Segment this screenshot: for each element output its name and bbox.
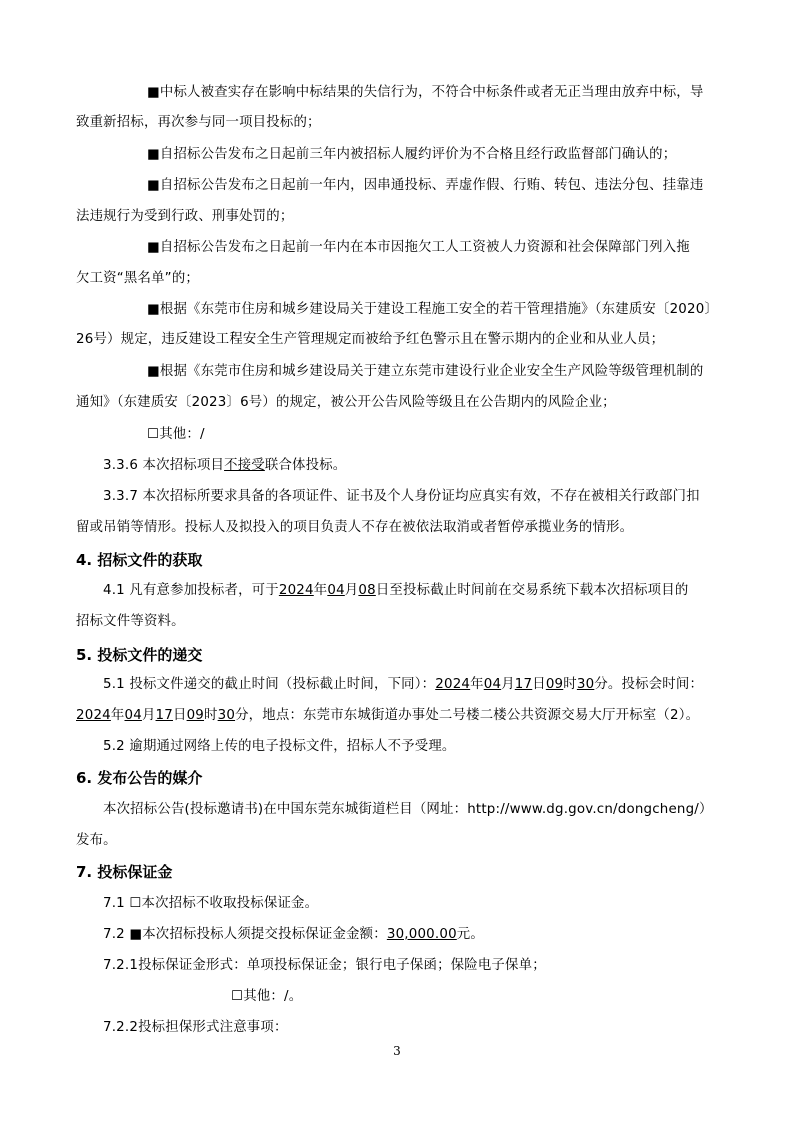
heading-section-7: 7. 投标保证金 — [76, 863, 173, 881]
heading-section-6: 6. 发布公告的媒介 — [76, 769, 203, 787]
deposit-amount: 30,000.00 — [386, 927, 457, 942]
consortium-value: 不接受 — [224, 458, 265, 473]
heading-section-4: 4. 招标文件的获取 — [76, 551, 203, 569]
page-number: 3 — [393, 1044, 401, 1058]
document-page: ■中标人被查实存在影响中标结果的失信行为，不符合中标条件或者无正当理由放弃中标，导 致重新招标，再次参与同一项目投标的； ■自招标公告发布之日起前三年内被招标人履约评价为不合格且经行政监督部门确认的； ■自招标公告发布之日起前一年内，因串通投标、弄虚作假、行贿、转包、违法分包、挂靠违 法违规行为受到行政、刑事处罚的； ■自招标公告发布之日起前一年内在本市因拖欠工人工资被人力资源和社会保障部门列入拖 欠工资“黑名单”的； ■根据《东莞市住房和城乡建设局关于建设工程施工安全的若干管理措施》（东建质安〔2020〕 26号）规定，违反建设工程安全生产管理规定而被给予红色警示且在警示期内的企业和从业人员； ■根据《东莞市住房和城乡建设局关于建立东莞市建设行业企业安全生产风险等级管理机制的 通知》（东建质安〔2023〕6号）的规定，被公开公告风险等级且在公告期内的风险企业； ☐其他：/ 3.3.6 本次招标项目不接受联合体投标。 3.3.7 本次招标所要求具备的各项证件、证书及个人身份证均应真实有效，不存在被相关行政部门扣 留或吊销等情形。投标人及拟投入的项目负责人不存在被依法取消或者暂停承揽业务的情形。 4. 招标文件的获取 4.1 凡有意参加投标者，可于2024年04月08日至投标截止时间前在交易系统下载本次招标项目的 招标文件等资料。 5. 投标文件的递交 5.1 投标文件递交的截止时间（投标截止时间，下同）：2024年04月17日09时30分。投标会时间： 2024年04月17日09时30分，地点：东莞市东城街道办事处二号楼二楼公共资源交易大厅开标室（2）。 5.2 逾期通过网络上传的电子投标文件，招标人不予受理。 6. 发布公告的媒介 本次招标公告(投标邀请书)在中国东莞东城街道栏目（网址：http://www.dg.gov.cn/dongcheng/） 发布。 7. 投标保证金 7.1 ☐本次招标不收取投标保证金。 7.2 ■本次招标投标人须提交投标保证金金额：30,000.00元。 7.2.1投标保证金形式：单项投标保证金；银行电子保函；保险电子保单； ☐其他：/。 7.2.2投标担保形式注意事项： 3 — [0, 0, 794, 1123]
heading-section-5: 5. 投标文件的递交 — [76, 646, 203, 664]
